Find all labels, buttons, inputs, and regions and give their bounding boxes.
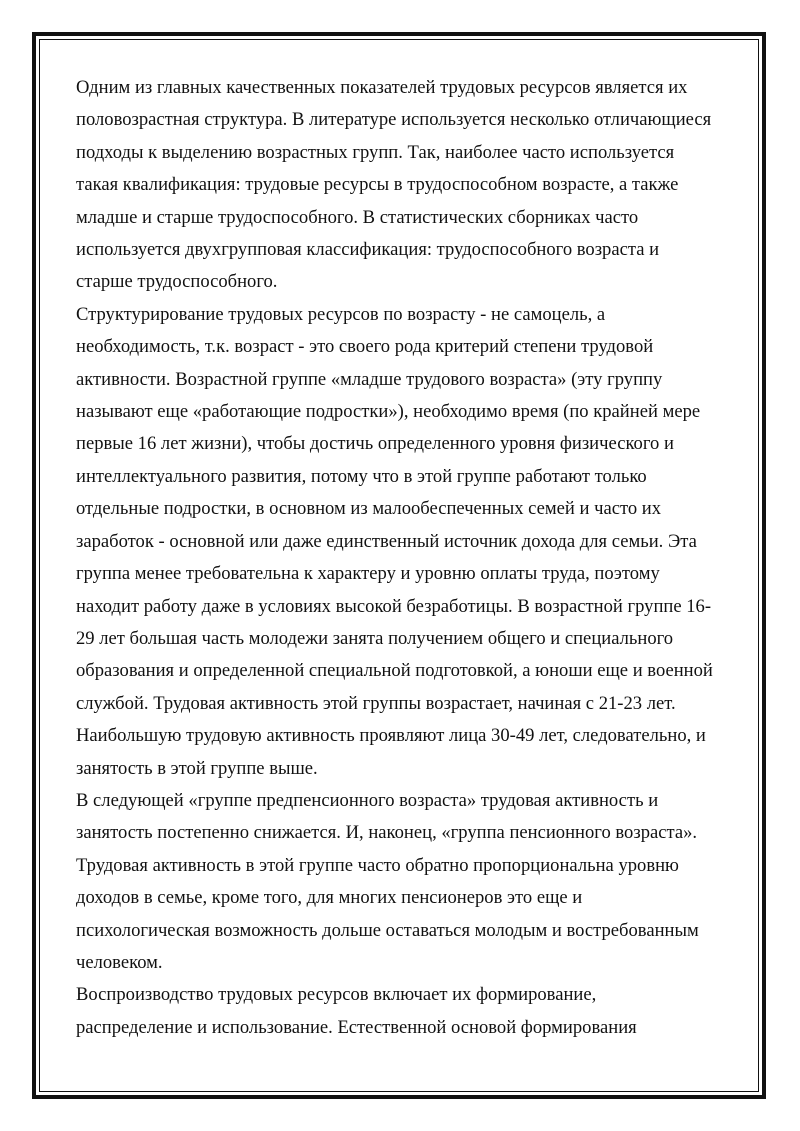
text-line: Воспроизводство трудовых ресурсов включает их формирование, <box>76 984 597 1006</box>
text-line: распределение и использование. Естественной основой формирования <box>76 1016 637 1038</box>
text-line: необходимость, т.к. возраст - это своего рода критерий степени трудовой <box>76 336 654 358</box>
text-line: Трудовая активность в этой группе часто обратно пропорциональна уровню <box>76 854 679 876</box>
paragraph-3 <box>76 785 736 979</box>
paragraph-4 <box>76 979 736 1044</box>
text-line: Одним из главных качественных показателей трудовых ресурсов является их <box>76 77 688 98</box>
text-line: человеком. <box>76 951 163 973</box>
text-line: заработок - основной или даже единственный источник дохода для семьи. Эта <box>76 530 697 552</box>
document-body <box>76 72 736 1044</box>
text-line: отдельные подростки, в основном из малообеспеченных семей и часто их <box>76 498 662 520</box>
paragraph-1 <box>76 72 736 299</box>
text-line: В следующей «группе предпенсионного возраста» трудовая активность и <box>76 789 659 811</box>
text-line: подходы к выделению возрастных групп. Так, наиболее часто используется <box>76 141 675 163</box>
text-line: первые 16 лет жизни), чтобы достичь определенного уровня физического и <box>76 433 674 455</box>
text-line: группа менее требовательна к характеру и уровню оплаты труда, поэтому <box>76 563 660 585</box>
text-line: доходов в семье, кроме того, для многих пенсионеров это еще и <box>76 887 583 909</box>
text-line: образования и определенной специальной подготовкой, а юноши еще и военной <box>76 660 713 682</box>
text-line: находит работу даже в условиях высокой безработицы. В возрастной группе 16- <box>76 595 712 617</box>
text-line: младше и старше трудоспособного. В статистических сборниках часто <box>76 206 639 228</box>
text-line: психологическая возможность дольше оставаться молодым и востребованным <box>76 919 699 941</box>
text-line: старше трудоспособного. <box>76 271 278 293</box>
text-line: занятость постепенно снижается. И, наконец, «группа пенсионного возраста». <box>76 822 698 844</box>
paragraph-2 <box>76 299 736 785</box>
text-line: интеллектуального развития, потому что в этой группе работают только <box>76 465 647 487</box>
text-line: такая квалификация: трудовые ресурсы в трудоспособном возрасте, а также <box>76 174 679 196</box>
text-line: активности. Возрастной группе «младше трудового возраста» (эту группу <box>76 368 663 390</box>
text-line: используется двухгрупповая классификация: трудоспособного возраста и <box>76 239 660 261</box>
text-line: называют еще «работающие подростки»), необходимо время (по крайней мере <box>76 401 701 423</box>
text-line: Структурирование трудовых ресурсов по возрасту - не самоцель, а <box>76 303 606 325</box>
text-line: половозрастная структура. В литературе используется несколько отличающиеся <box>76 109 712 131</box>
text-line: службой. Трудовая активность этой группы возрастает, начиная с 21-23 лет. <box>76 692 676 714</box>
text-line: 29 лет большая часть молодежи занята получением общего и специального <box>76 627 674 649</box>
text-line: занятость в этой группе выше. <box>76 757 318 779</box>
text-line: Наибольшую трудовую активность проявляют лица 30-49 лет, следовательно, и <box>76 725 706 747</box>
